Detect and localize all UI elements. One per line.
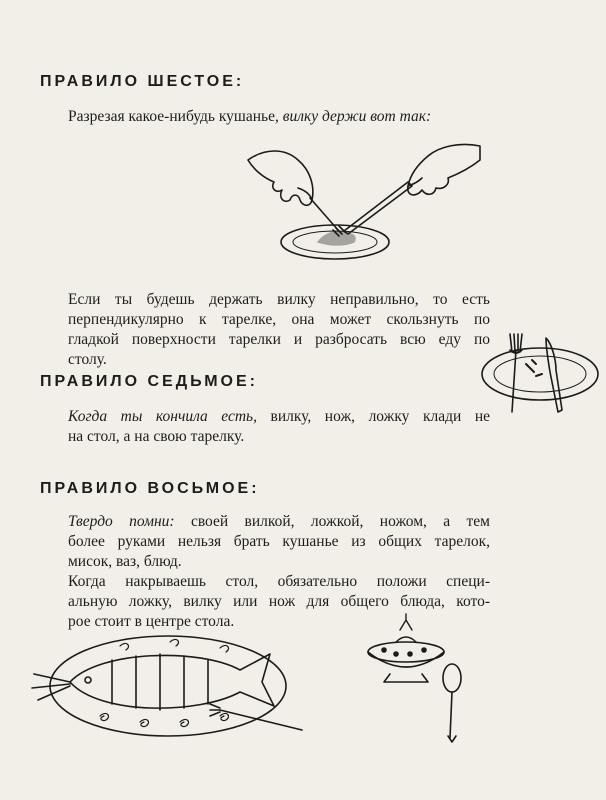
serving-fork-tines	[210, 704, 220, 716]
rule8-heading: ПРАВИЛО ВОСЬМОЕ:	[40, 480, 260, 497]
rule8-p1-line-1-rest: своей вилкой, ложкой, ножом, а тем	[190, 513, 490, 530]
rule8-p1-line-3: мисок, ваз, блюд.	[68, 553, 182, 570]
left-hand	[248, 151, 313, 205]
rule7-body	[68, 407, 490, 447]
rule7-heading: ПРАВИЛО СЕДЬМОЕ:	[40, 373, 258, 390]
fruit-top	[396, 614, 416, 642]
food-scraps	[526, 360, 542, 376]
plate-fork-knife-illustration	[478, 330, 600, 420]
rule6-body-line-2: перпендикулярно к тарелке, она может скользнуть по	[68, 311, 490, 328]
rule7-line-1-rest: вилку, нож, ложку клади не	[270, 408, 490, 425]
rule8-p2-line-1: Когда накрываешь стол, обязательно положи специ-	[68, 573, 490, 590]
rule7-line-2: на стол, а на свою тарелку.	[68, 428, 245, 445]
platter	[50, 636, 286, 736]
rule8-p1-line-2: более руками нельзя брать кушанье из общих тарелок,	[68, 533, 490, 550]
bowl-spoon-illustration	[360, 612, 490, 752]
spoon-tip	[448, 736, 456, 742]
fish-whiskers	[32, 674, 70, 700]
rule6-intro-italic: вилку держи вот так:	[282, 108, 432, 125]
fish	[70, 654, 274, 708]
fruit-dot-3	[408, 652, 412, 656]
fruit-dot-1	[382, 648, 386, 652]
hands-cutting-illustration	[240, 138, 490, 268]
bowl-base	[384, 674, 428, 682]
right-hand	[408, 144, 480, 194]
fruit-dot-4	[422, 648, 426, 652]
garnish	[100, 639, 228, 726]
rule6-body	[68, 290, 490, 370]
bowl-rim	[368, 642, 444, 662]
fish-eye	[85, 677, 91, 683]
rule7-line-1	[68, 407, 490, 427]
fruit-dot-2	[394, 652, 398, 656]
rule6-body-line-3: гладкой поверхности тарелки и разбросать всю еду по	[68, 331, 490, 348]
rule6-heading: ПРАВИЛО ШЕСТОЕ:	[40, 73, 245, 90]
rule6-body-line-1: Если ты будешь держать вилку неправильно, то есть	[68, 291, 490, 308]
rule6-intro-plain: Разрезая какое-нибудь кушанье,	[68, 108, 279, 125]
rule6-intro	[68, 107, 508, 127]
rule6-body-line-4: столу.	[68, 351, 107, 368]
rule8-p2-line-3: рое стоит в центре стола.	[68, 613, 235, 630]
rule8-p2-line-2: альную ложку, вилку или нож для общего блюда, кото-	[68, 593, 490, 610]
spoon-handle	[450, 692, 452, 738]
spoon-bowl	[443, 664, 461, 692]
rule8-p1-line-1	[68, 512, 490, 532]
rule7-italic-lead: Когда ты кончила есть,	[68, 408, 257, 425]
serving-fork	[220, 710, 302, 730]
fish-platter-illustration	[30, 630, 310, 760]
rule8-italic-lead: Твердо помни:	[68, 513, 175, 530]
fish-slices	[112, 654, 208, 710]
